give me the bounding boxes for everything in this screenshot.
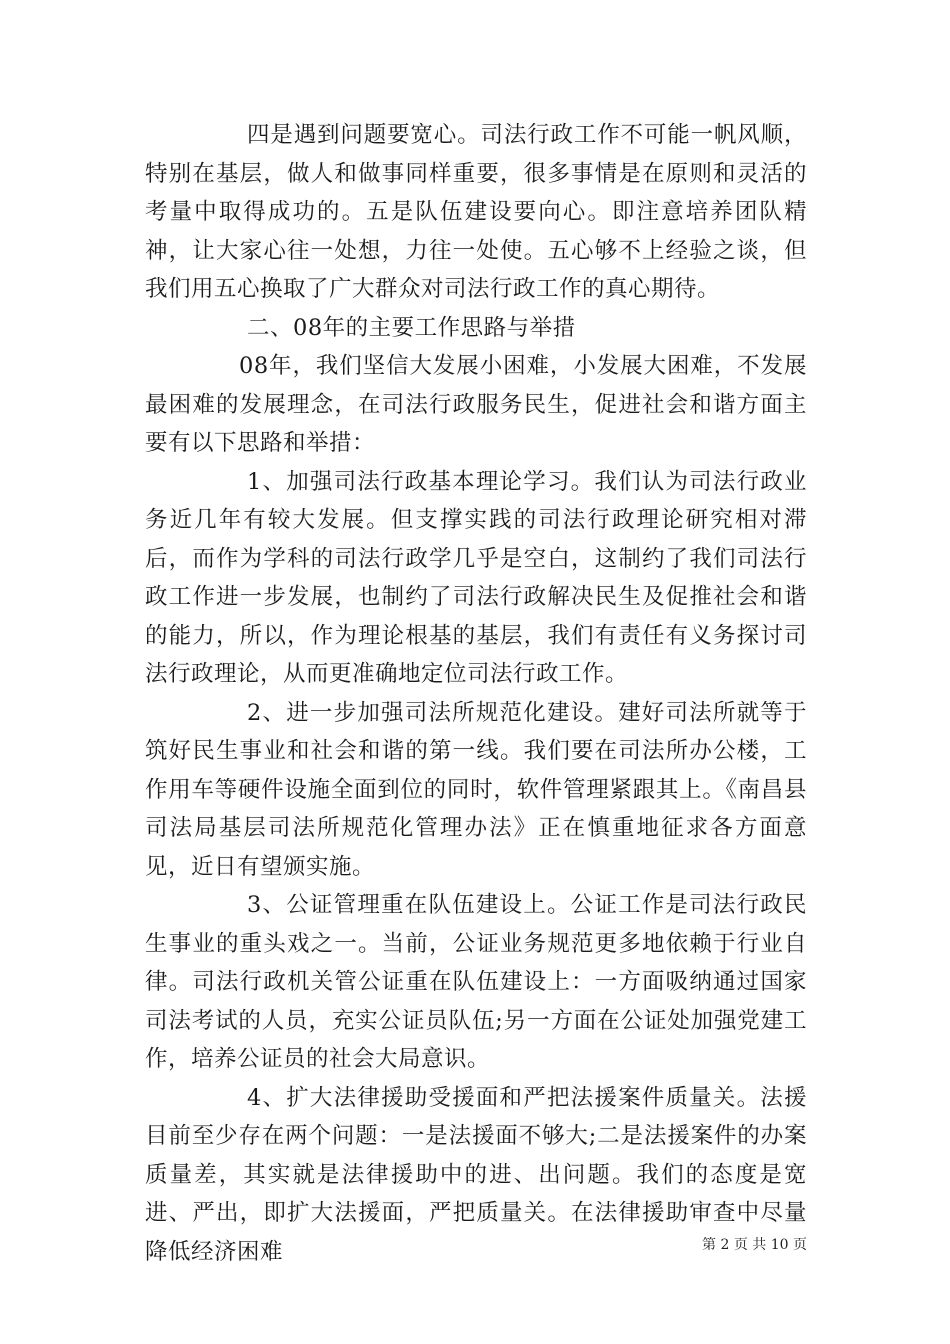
paragraph-wuxin: 四是遇到问题要宽心。司法行政工作不可能一帆风顺，特别在基层，做人和做事同样重要，很多事情是在原则和灵活的考量中取得成功的。五是队伍建设要向心。即注意培养团队精神，让大家心往一处想，力往一处使。五心够不上经验之谈，但我们用五心换取了广大群众对司法行政工作的真心期待。	[145, 122, 807, 302]
paragraph-item-3-notary: 3、公证管理重在队伍建设上。公证工作是司法行政民生事业的重头戏之一。当前，公证业务规范更多地依赖于行业自律。司法行政机关管公证重在队伍建设上：一方面吸纳通过国家司法考试的人员，充实公证员队伍;另一方面在公证处加强党建工作，培养公证员的社会大局意识。	[145, 892, 807, 1072]
paragraph-item-2-judicial-office: 2、进一步加强司法所规范化建设。建好司法所就等于筑好民生事业和社会和谐的第一线。我们要在司法所办公楼，工作用车等硬件设施全面到位的同时，软件管理紧跟其上。《南昌县司法局基层司法所规范化管理办法》正在慎重地征求各方面意见，近日有望颁实施。	[145, 699, 807, 880]
paragraph-2008-intro: 08年，我们坚信大发展小困难，小发展大困难，不发展最困难的发展理念，在司法行政服务民生，促进社会和谐方面主要有以下思路和举措：	[145, 353, 807, 456]
page-number-footer: 第 2 页 共 10 页	[702, 1237, 807, 1253]
paragraph-item-4-legal-aid: 4、扩大法律援助受援面和严把法援案件质量关。法援目前至少存在两个问题：一是法援面不够大;二是法援案件的办案质量差，其实就是法律援助中的进、出问题。我们的态度是宽进、严出，即扩大法援面，严把质量关。在法律援助审查中尽量降低经济困难	[145, 1084, 807, 1265]
document-body	[145, 116, 807, 1271]
section-heading-2008-plans: 二、08年的主要工作思路与举措	[247, 314, 576, 341]
paragraph-item-1-theory: 1、加强司法行政基本理论学习。我们认为司法行政业务近几年有较大发展。但支撑实践的司法行政理论研究相对滞后，而作为学科的司法行政学几乎是空白，这制约了我们司法行政工作进一步发展，也制约了司法行政解决民生及促推社会和谐的能力，所以，作为理论根基的基层，我们有责任有义务探讨司法行政理论，从而更准确地定位司法行政工作。	[145, 468, 807, 687]
